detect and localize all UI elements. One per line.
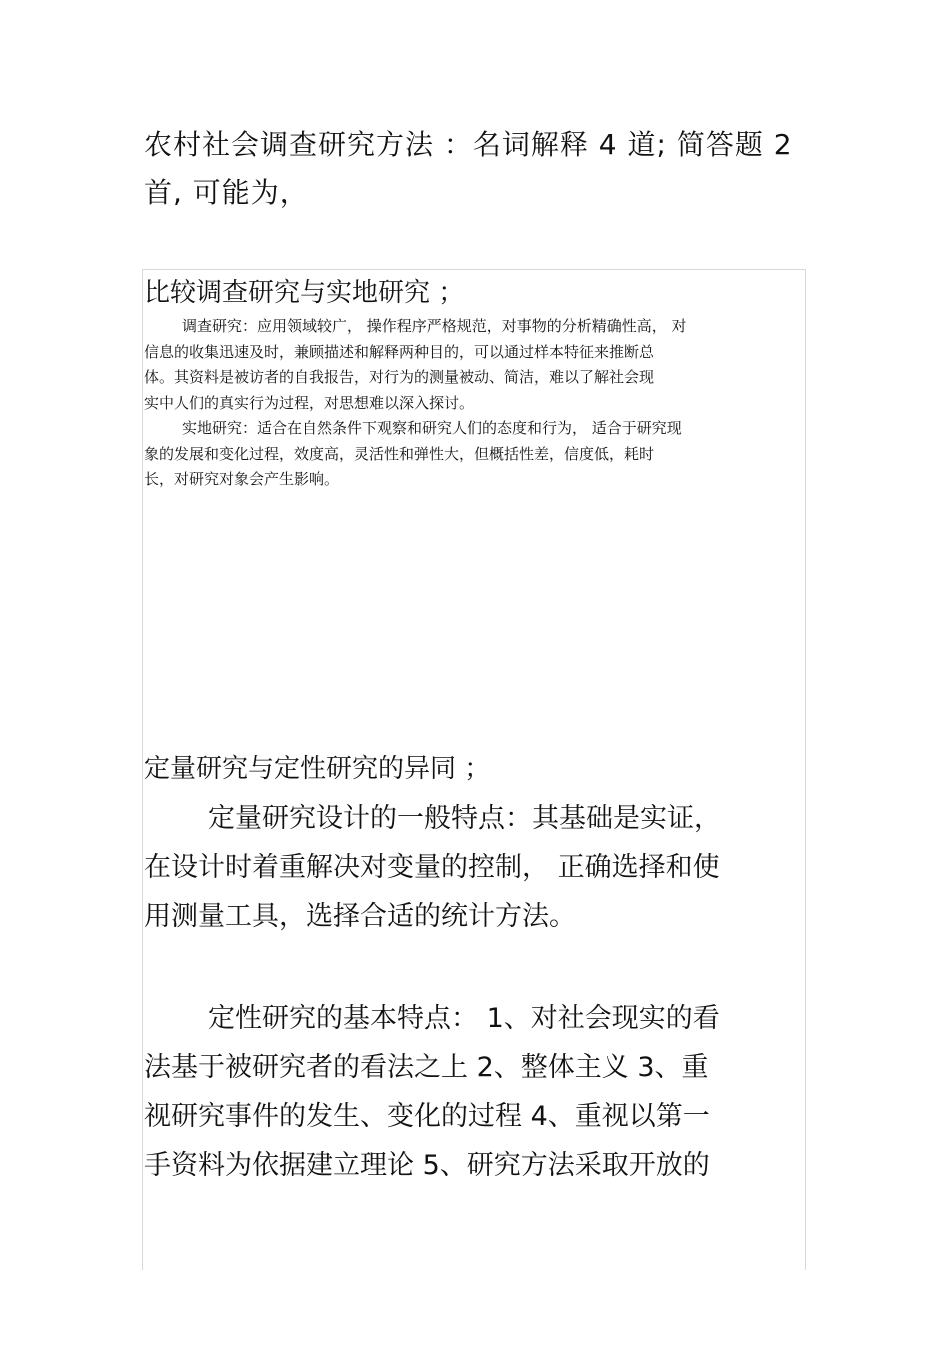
page-title xyxy=(144,121,824,217)
title-line-1: 农村社会调查研究方法 ：名词解释 4 道; 简答题 2 xyxy=(144,128,793,161)
paragraph-survey-research xyxy=(144,314,804,416)
text-line: 实中人们的真实行为过程，对思想难以深入探讨。 xyxy=(144,393,475,412)
text-line: 手资料为依据建立理论 5、研究方法采取开放的 xyxy=(144,1150,710,1181)
section-heading-quant-vs-qual: 定量研究与定性研究的异同 ； xyxy=(144,754,491,784)
text-line: 法基于被研究者的看法之上 2、整体主义 3、重 xyxy=(144,1052,709,1083)
text-line: 实地研究：适合在自然条件下观察和研究人们的态度和行为， 适合于研究现 xyxy=(182,419,682,437)
text-line: 定性研究的基本特点： 1、对社会现实的看 xyxy=(208,1003,720,1034)
paragraph-qualitative xyxy=(144,994,804,1190)
section-heading-survey-vs-field: 比较调查研究与实地研究 ； xyxy=(144,278,465,308)
text-line: 长，对研究对象会产生影响。 xyxy=(144,470,340,488)
text-line: 定量研究设计的一般特点：其基础是实证， xyxy=(208,803,721,834)
text-line: 调查研究：应用领域较广， 操作程序严格规范，对事物的分析精确性高， 对 xyxy=(182,317,687,335)
text-line: 信息的收集迅速及时，兼顾描述和解释两种目的，可以通过样本特征来推断总 xyxy=(144,342,655,361)
text-line: 体。其资料是被访者的自我报告，对行为的测量被动、简洁，难以了解社会现 xyxy=(144,368,655,386)
title-line-2: 首, 可能为， xyxy=(144,176,309,209)
text-line: 在设计时着重解决对变量的控制， 正确选择和使 xyxy=(144,852,720,883)
text-line: 象的发展和变化过程，效度高，灵活性和弹性大，但概括性差，信度低，耗时 xyxy=(144,444,655,463)
text-line: 视研究事件的发生、变化的过程 4、重视以第一 xyxy=(144,1101,710,1132)
paragraph-quantitative xyxy=(144,794,804,941)
paragraph-field-research xyxy=(144,416,804,493)
text-line: 用测量工具，选择合适的统计方法。 xyxy=(144,901,576,932)
